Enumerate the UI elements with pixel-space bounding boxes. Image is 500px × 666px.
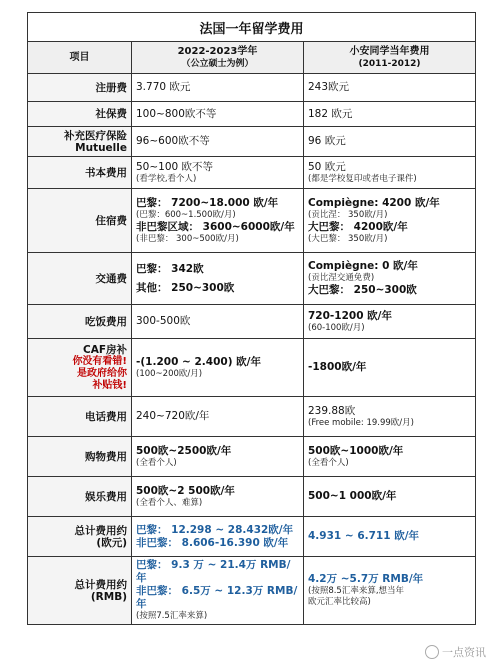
header-col1-title: 2022-2023学年	[177, 45, 258, 57]
c1-total-rmb-l3: (按照7.5汇率来算)	[136, 611, 208, 621]
c1-caf	[132, 339, 304, 397]
row-caf	[28, 339, 476, 397]
label-register: 注册费	[28, 74, 132, 102]
label-total-rmb	[28, 557, 132, 625]
c2-total-rmb-l1: 4.2万 ~5.7万 RMB/年	[308, 573, 424, 585]
c2-phone	[304, 397, 476, 437]
header-col1	[132, 42, 304, 74]
c2-total-rmb	[304, 557, 476, 625]
c1-housing	[132, 189, 304, 253]
c2-caf: -1800欧/年	[304, 339, 476, 397]
c1-shopping	[132, 437, 304, 477]
label-books: 书本费用	[28, 157, 132, 189]
c2-total-rmb-l3: 欧元汇率比较高)	[308, 597, 371, 607]
c1-phone: 240~720欧/年	[132, 397, 304, 437]
c2-food	[304, 305, 476, 339]
label-caf-red3: 补贴钱!	[92, 379, 127, 391]
row-total-rmb	[28, 557, 476, 625]
label-food: 吃饭费用	[28, 305, 132, 339]
c1-register: 3.770 欧元	[132, 74, 304, 102]
c1-total-rmb-l1: 巴黎： 9.3 万 ~ 21.4万 RMB/年	[136, 559, 291, 584]
header-col2-title: 小安同学当年费用	[349, 45, 430, 57]
c2-food-sub: (60-100欧/月)	[308, 322, 365, 333]
c2-leisure: 500~1 000欧/年	[304, 477, 476, 517]
label-total-rmb-1: 总计费用约	[74, 578, 127, 591]
label-mutuelle-1: 补充医疗保险	[64, 129, 127, 142]
c1-food: 300-500欧	[132, 305, 304, 339]
label-caf-main: CAF房补	[82, 343, 127, 356]
c2-phone-main: 239.88欧	[308, 404, 356, 417]
label-mutuelle-2: Mutuelle	[75, 141, 127, 154]
c2-shopping-sub: (全看个人)	[308, 457, 349, 468]
c1-total-eur	[132, 517, 304, 557]
c2-transport	[304, 253, 476, 305]
c2-transport-l1: Compiègne: 0 欧/年	[308, 260, 418, 272]
c2-books-sub: (都是学校复印或者电子课件)	[308, 173, 417, 184]
c1-transport	[132, 253, 304, 305]
c1-books-sub: (看学校,看个人)	[136, 173, 197, 184]
c1-books-main: 50~100 欧不等	[136, 160, 214, 173]
c1-housing-l3: 非巴黎区域： 3600~6000欧/年	[136, 220, 295, 233]
c1-social: 100~800欧不等	[132, 102, 304, 127]
label-caf-red2: 是政府给你	[77, 367, 127, 379]
cost-table	[27, 12, 476, 625]
c1-leisure-main: 500欧~2 500欧/年	[136, 484, 235, 497]
header-col1-sub: （公立硕士为例）	[181, 58, 254, 69]
c2-books-main: 50 欧元	[308, 160, 346, 173]
c1-total-eur-l2: 非巴黎： 8.606-16.390 欧/年	[136, 536, 289, 549]
c1-leisure	[132, 477, 304, 517]
c2-housing-l2: (贡比涅： 350欧/月)	[308, 209, 388, 220]
c2-housing-l4: (大巴黎： 350欧/月)	[308, 233, 388, 244]
row-mutuelle	[28, 127, 476, 157]
c2-mutuelle: 96 欧元	[304, 127, 476, 157]
row-register	[28, 74, 476, 102]
label-shopping: 购物费用	[28, 437, 132, 477]
title-row	[28, 13, 476, 42]
row-shopping	[28, 437, 476, 477]
label-mutuelle	[28, 127, 132, 157]
c1-books	[132, 157, 304, 189]
row-leisure	[28, 477, 476, 517]
c1-total-rmb-l2: 非巴黎： 6.5万 ~ 12.3万 RMB/年	[136, 585, 298, 610]
c1-shopping-main: 500欧~2500欧/年	[136, 444, 232, 457]
c1-shopping-sub: (全看个人)	[136, 457, 177, 468]
row-phone	[28, 397, 476, 437]
c2-total-eur: 4.931 ~ 6.711 欧/年	[304, 517, 476, 557]
label-leisure: 娱乐费用	[28, 477, 132, 517]
c2-housing-l1: Compiègne: 4200 欧/年	[308, 196, 440, 209]
c1-housing-l2: (巴黎：600~1.500欧/月)	[136, 209, 236, 220]
label-housing: 住宿费	[28, 189, 132, 253]
c1-total-rmb	[132, 557, 304, 625]
c1-transport-l1: 巴黎： 342欧	[136, 262, 204, 275]
watermark-text: 一点资讯	[442, 646, 486, 659]
cost-table-sheet	[27, 12, 475, 625]
watermark-logo-icon	[425, 645, 439, 659]
label-caf	[28, 339, 132, 397]
label-social: 社保费	[28, 102, 132, 127]
c1-transport-l2: 其他： 250~300欧	[136, 281, 235, 294]
c2-social: 182 欧元	[304, 102, 476, 127]
c2-housing	[304, 189, 476, 253]
row-books	[28, 157, 476, 189]
c2-shopping	[304, 437, 476, 477]
c1-mutuelle: 96~600欧不等	[132, 127, 304, 157]
row-total-eur	[28, 517, 476, 557]
c2-books	[304, 157, 476, 189]
label-total-eur-1: 总计费用约	[74, 524, 127, 537]
header-col2-sub: (2011-2012)	[358, 58, 421, 69]
label-total-eur-2: (欧元)	[96, 536, 127, 549]
c2-food-main: 720-1200 欧/年	[308, 309, 392, 322]
c2-total-rmb-l2: (按照8.5汇率来算,想当年	[308, 586, 405, 596]
c1-caf-sub: (100~200欧/月)	[136, 368, 203, 379]
label-caf-red1: 你没有看错!	[72, 355, 127, 367]
c1-housing-l4: (非巴黎： 300~500欧/月)	[136, 233, 239, 244]
c1-total-eur-l1: 巴黎： 12.298 ~ 28.432欧/年	[136, 523, 294, 536]
header-col2	[304, 42, 476, 74]
label-total-rmb-2: (RMB)	[90, 590, 127, 603]
c1-leisure-sub: (全看个人、难算)	[136, 497, 203, 508]
c2-phone-sub: (Free mobile: 19.99欧/月)	[308, 417, 414, 428]
label-phone: 电话费用	[28, 397, 132, 437]
label-total-eur	[28, 517, 132, 557]
header-row	[28, 42, 476, 74]
c2-transport-l2: (贡比涅交通免费)	[308, 273, 375, 283]
row-housing	[28, 189, 476, 253]
c2-shopping-main: 500欧~1000欧/年	[308, 444, 404, 457]
c2-housing-l3: 大巴黎： 4200欧/年	[308, 220, 408, 233]
c1-housing-l1: 巴黎： 7200~18.000 欧/年	[136, 196, 279, 209]
c1-caf-main: -(1.200 ~ 2.400) 欧/年	[136, 355, 261, 368]
c2-register: 243欧元	[304, 74, 476, 102]
c2-transport-l3: 大巴黎： 250~300欧	[308, 284, 417, 296]
watermark	[425, 644, 486, 660]
label-transport: 交通费	[28, 253, 132, 305]
header-item: 项目	[28, 42, 132, 74]
table-title: 法国一年留学费用	[28, 13, 476, 42]
row-transport	[28, 253, 476, 305]
row-food	[28, 305, 476, 339]
row-social	[28, 102, 476, 127]
